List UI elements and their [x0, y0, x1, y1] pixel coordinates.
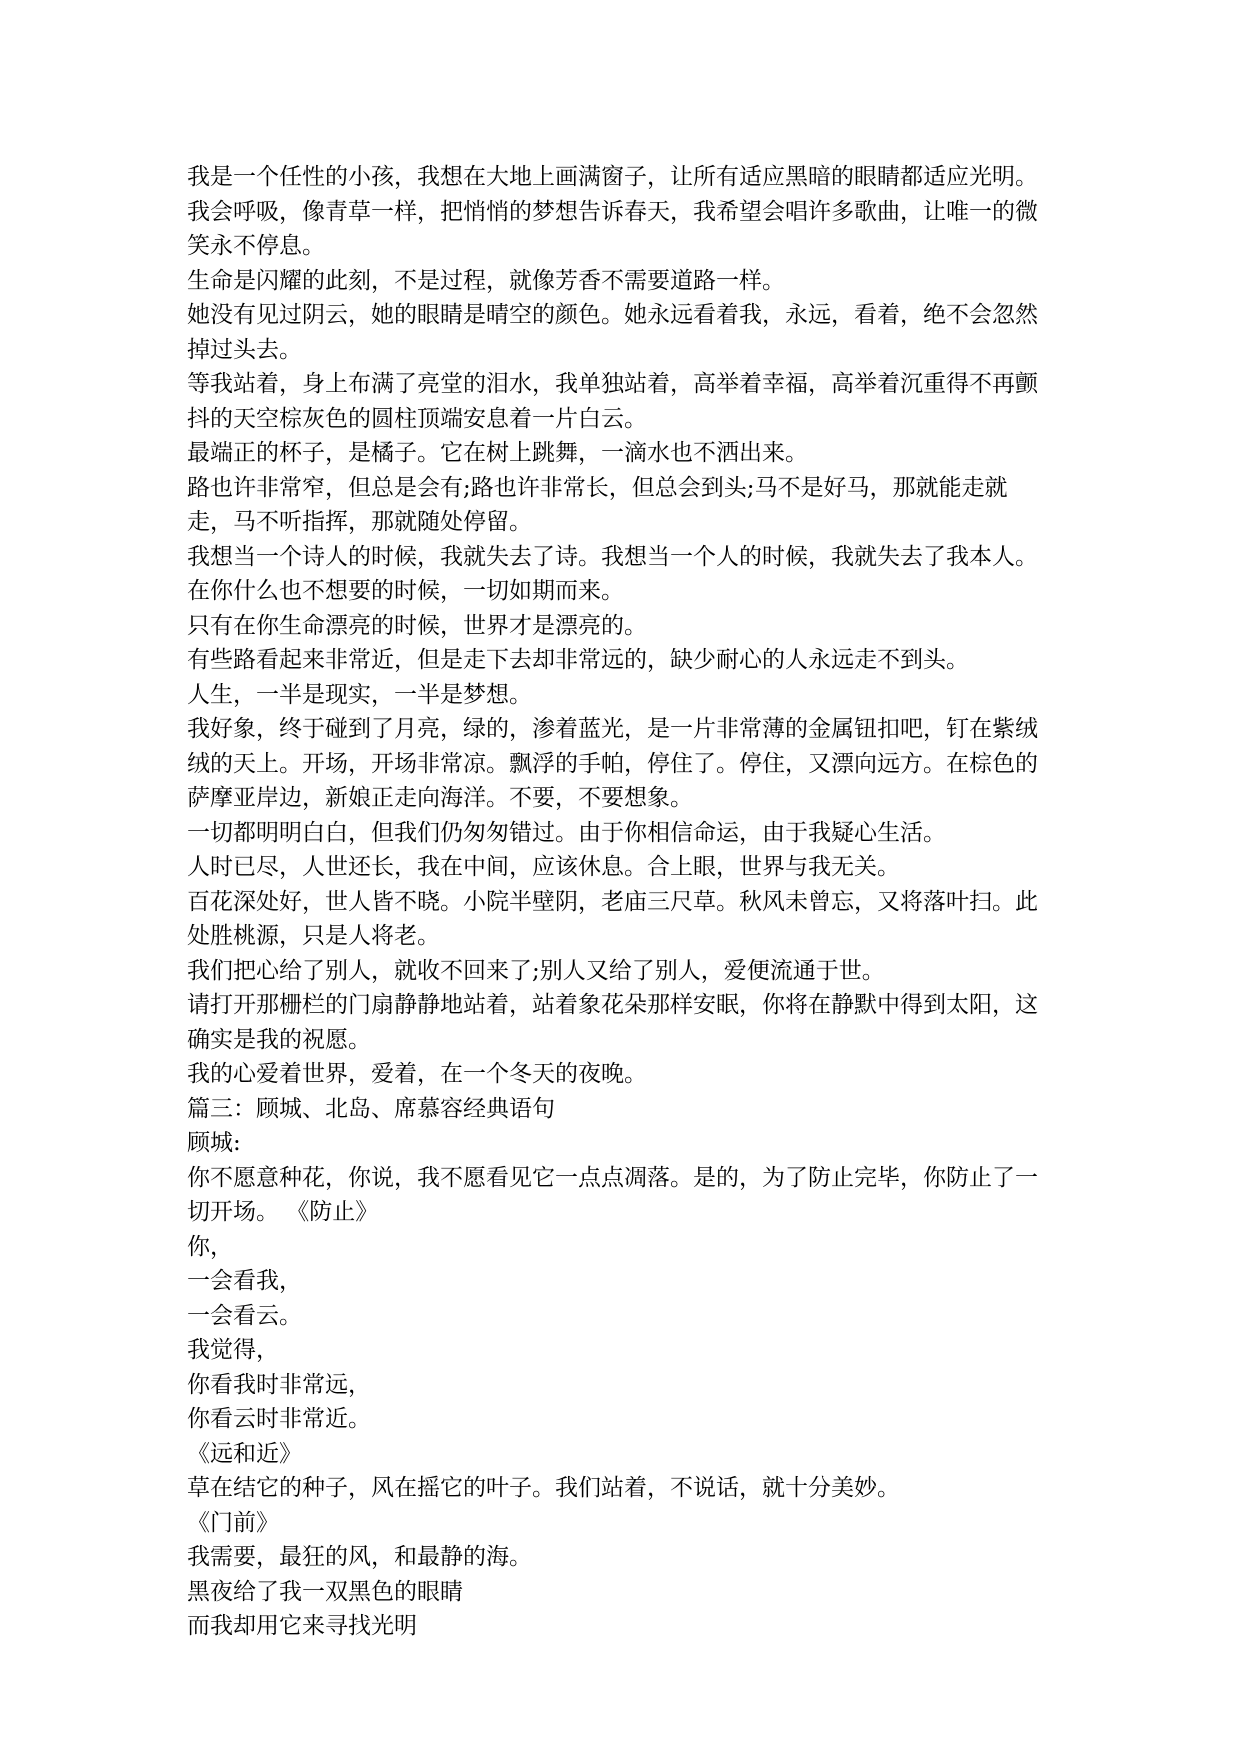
paragraph: 你不愿意种花，你说，我不愿看见它一点点凋落。是的，为了防止完毕，你防止了一切开场。 《防止》 [187, 1164, 1038, 1225]
paragraph: 我是一个任性的小孩，我想在大地上画满窗子，让所有适应黑暗的眼睛都适应光明。 [187, 164, 1038, 190]
paragraph: 路也许非常窄，但总是会有;路也许非常长，但总会到头;马不是好马，那就能走就走，马不听指挥，那就随处停留。 [187, 474, 1008, 535]
paragraph: 百花深处好，世人皆不晓。小院半壁阴，老庙三尺草。秋风未曾忘，又将落叶扫。此处胜桃源，只是人将老。 [187, 888, 1038, 949]
poem-line: 我需要，最狂的风，和最静的海。 [187, 1544, 532, 1570]
section-heading: 篇三：顾城、北岛、席慕容经典语句 [187, 1095, 555, 1122]
poem-line: 而我却用它来寻找光明 [187, 1613, 417, 1639]
paragraph: 我的心爱着世界，爱着，在一个冬天的夜晚。 [187, 1061, 647, 1087]
paragraph: 我想当一个诗人的时候，我就失去了诗。我想当一个人的时候，我就失去了我本人。在你什么也不想要的时候，一切如期而来。 [187, 543, 1038, 604]
poem-line: 一会看云。 [187, 1302, 302, 1329]
paragraph: 我好象，终于碰到了月亮，绿的，渗着蓝光，是一片非常薄的金属钮扣吧，钉在紫绒绒的天上。开场，开场非常凉。飘浮的手帕，停住了。停住，又漂向远方。在棕色的萨摩亚岸边，新娘正走向海洋。不要，不要想象。 [187, 716, 1038, 811]
paragraph: 有些路看起来非常近，但是走下去却非常远的，缺少耐心的人永远走不到头。 [187, 647, 969, 673]
paragraph: 只有在你生命漂亮的时候，世界才是漂亮的。 [187, 612, 647, 639]
poem-title: 《远和近》 [187, 1440, 302, 1467]
paragraph: 生命是闪耀的此刻，不是过程，就像芳香不需要道路一样。 [187, 267, 785, 294]
paragraph: 我们把心给了别人，就收不回来了;别人又给了别人，爱便流通于世。 [187, 957, 885, 984]
paragraph: 人时已尽，人世还长，我在中间，应该休息。合上眼，世界与我无关。 [187, 854, 900, 880]
paragraph: 人生，一半是现实，一半是梦想。 [187, 681, 532, 708]
paragraph: 草在结它的种子，风在摇它的叶子。我们站着，不说话，就十分美妙。 [187, 1475, 900, 1501]
poem-title: 《门前》 [187, 1509, 279, 1536]
poem-line: 一会看我， [187, 1268, 302, 1294]
paragraph: 她没有见过阴云，她的眼睛是晴空的颜色。她永远看着我，永远，看着，绝不会忽然掉过头去。 [187, 302, 1038, 363]
poem-line: 你看我时非常远， [187, 1371, 371, 1398]
paragraph: 等我站着，身上布满了亮堂的泪水，我单独站着，高举着幸福，高举着沉重得不再颤抖的天空棕灰色的圆柱顶端安息着一片白云。 [187, 371, 1038, 432]
poem-line: 你， [187, 1233, 233, 1260]
paragraph: 最端正的杯子，是橘子。它在树上跳舞，一滴水也不洒出来。 [187, 440, 808, 466]
paragraph: 我会呼吸，像青草一样，把悄悄的梦想告诉春天，我希望会唱许多歌曲，让唯一的微笑永不停息。 [187, 198, 1038, 259]
author-label: 顾城: [187, 1130, 241, 1156]
paragraph: 一切都明明白白，但我们仍匆匆错过。由于你相信命运，由于我疑心生活。 [187, 819, 946, 846]
paragraph: 请打开那栅栏的门扇静静地站着，站着象花朵那样安眠，你将在静默中得到太阳，这确实是我的祝愿。 [187, 992, 1038, 1053]
document-body [187, 160, 1047, 1644]
poem-line: 你看云时非常近。 [187, 1406, 371, 1432]
poem-line: 我觉得， [187, 1337, 279, 1363]
poem-line: 黑夜给了我一双黑色的眼睛 [187, 1578, 463, 1605]
